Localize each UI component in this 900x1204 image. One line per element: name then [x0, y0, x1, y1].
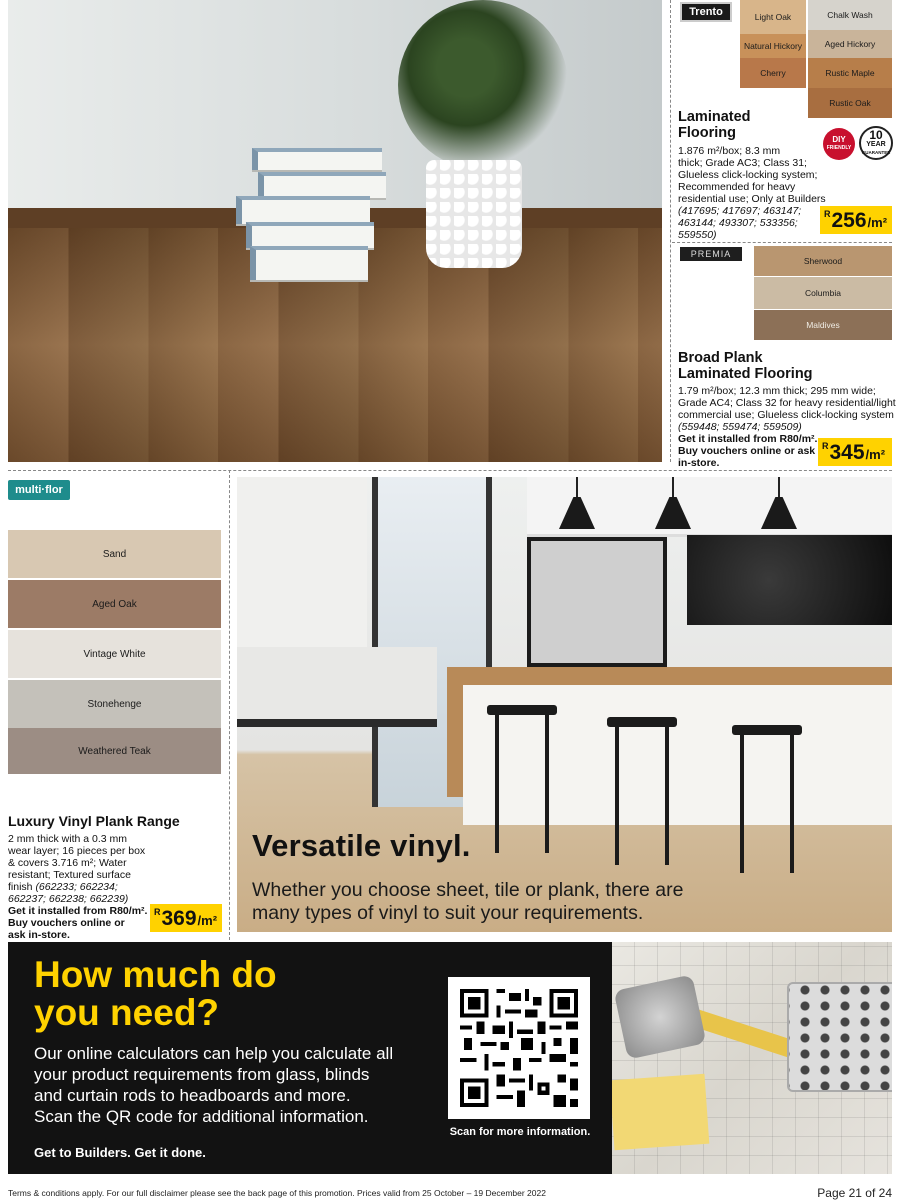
swatch-sand: Sand — [8, 530, 221, 578]
swatch-vintage-white: Vintage White — [8, 630, 221, 678]
broad-plank-note-3: in-store. — [678, 457, 720, 469]
laminated-desc-1: 1.876 m²/box; 8.3 mm — [678, 145, 781, 157]
luxury-vinyl-price-badge: R 369 /m² — [150, 904, 222, 932]
qr-caption: Scan for more information. — [449, 1126, 591, 1138]
divider-vertical-bottom — [229, 470, 230, 940]
swatch-rustic-maple: Rustic Maple — [808, 58, 892, 88]
broad-plank-desc-3: commercial use; Glueless click-locking system — [678, 409, 894, 421]
broad-plank-price-badge: R 345 /m² — [818, 438, 892, 466]
swatch-columbia: Columbia — [754, 277, 892, 309]
swatch-cherry: Cherry — [740, 58, 806, 88]
swatch-chalk-wash: Chalk Wash — [808, 0, 892, 30]
trento-logo: Trento — [680, 2, 732, 22]
luxury-vinyl-desc-4: resistant; Textured surface — [8, 869, 131, 881]
plant-icon — [398, 0, 568, 170]
luxury-vinyl-note-3: ask in-store. — [8, 929, 70, 941]
swatch-rustic-oak: Rustic Oak — [808, 88, 892, 118]
footer-disclaimer: Terms & conditions apply. For our full disclaimer please see the back page of this promotion. Prices valid from 25 October – 19 December 2022 — [8, 1188, 546, 1198]
swatch-light-oak: Light Oak — [740, 0, 806, 34]
luxury-vinyl-codes: 662237; 662238; 662239) — [8, 893, 129, 905]
banner-body: Our online calculators can help you calculate all your product requirements from glass, blinds and curtain rods to headboards and more. Scan the QR code for additional information. — [34, 1044, 394, 1126]
swatch-natural-hickory: Natural Hickory — [740, 34, 806, 58]
flower-pot — [426, 160, 522, 268]
laminated-codes-2: 463144; 493307; 533356; — [678, 217, 798, 229]
swatch-stonehenge: Stonehenge — [8, 680, 221, 728]
luxury-vinyl-desc-3: & covers 3.716 m²; Water — [8, 857, 127, 869]
luxury-vinyl-note-1: Get it installed from R80/m². — [8, 905, 148, 917]
broad-plank-title-1: Broad Plank — [678, 350, 763, 366]
broad-plank-title-2: Laminated Flooring — [678, 366, 813, 382]
ten-year-guarantee-badge: 10 YEAR GUARANTEE — [859, 126, 893, 160]
calculator-icon — [787, 982, 892, 1092]
laminated-price-badge: R 256 /m² — [820, 206, 892, 234]
luxury-vinyl-title: Luxury Vinyl Plank Range — [8, 813, 180, 829]
qr-code-icon[interactable] — [448, 977, 590, 1119]
luxury-vinyl-desc-2: wear layer; 16 pieces per box — [8, 845, 146, 857]
broad-plank-note-1: Get it installed from R80/m². — [678, 433, 818, 445]
broad-plank-codes: (559448; 559474; 559509) — [678, 421, 802, 433]
divider-vertical-top — [670, 0, 671, 462]
laminated-desc-3: Glueless click-locking system; — [678, 169, 818, 181]
multiflor-logo: multi·flor — [8, 480, 70, 500]
banner-slogan: Get to Builders. Get it done. — [34, 1145, 206, 1160]
laminated-codes-3: 559550) — [678, 229, 717, 241]
broad-plank-desc-1: 1.79 m²/box; 12.3 mm thick; 295 mm wide; — [678, 385, 876, 397]
laminated-title-1: Laminated — [678, 109, 751, 125]
luxury-vinyl-desc-1: 2 mm thick with a 0.3 mm — [8, 833, 128, 845]
swatch-sherwood: Sherwood — [754, 246, 892, 276]
laminated-desc-2: thick; Grade AC3; Class 31; — [678, 157, 807, 169]
swatch-aged-oak: Aged Oak — [8, 580, 221, 628]
page-number: Page 21 of 24 — [817, 1186, 892, 1200]
laminated-title-2: Flooring — [678, 125, 736, 141]
versatile-vinyl-heading: Versatile vinyl. — [252, 828, 471, 863]
swatch-aged-hickory: Aged Hickory — [808, 30, 892, 58]
versatile-vinyl-body: Whether you choose sheet, tile or plank, there are many types of vinyl to suit your requirements. — [252, 879, 684, 924]
laminate-room-photo — [8, 0, 662, 462]
laminated-desc-4: Recommended for heavy — [678, 181, 796, 193]
broad-plank-note-2: Buy vouchers online or ask — [678, 445, 816, 457]
laminated-desc-5: residential use; Only at Builders — [678, 193, 826, 205]
laminated-codes-1: (417695; 417697; 463147; — [678, 205, 802, 217]
premia-logo: PREMIA — [680, 247, 742, 261]
diy-friendly-badge: DIY FRIENDLY — [823, 128, 855, 160]
banner-heading: How much do you need? — [34, 954, 277, 1033]
swatch-maldives: Maldives — [754, 310, 892, 340]
swatch-weathered-teak: Weathered Teak — [8, 728, 221, 774]
measuring-desk-photo — [612, 942, 892, 1174]
luxury-vinyl-desc-5: finish (662233; 662234; — [8, 881, 118, 893]
luxury-vinyl-note-2: Buy vouchers online or — [8, 917, 125, 929]
broad-plank-desc-2: Grade AC4; Class 32 for heavy residential/light — [678, 397, 896, 409]
divider-horizontal-middle — [8, 470, 892, 471]
divider-laminated — [672, 242, 892, 243]
